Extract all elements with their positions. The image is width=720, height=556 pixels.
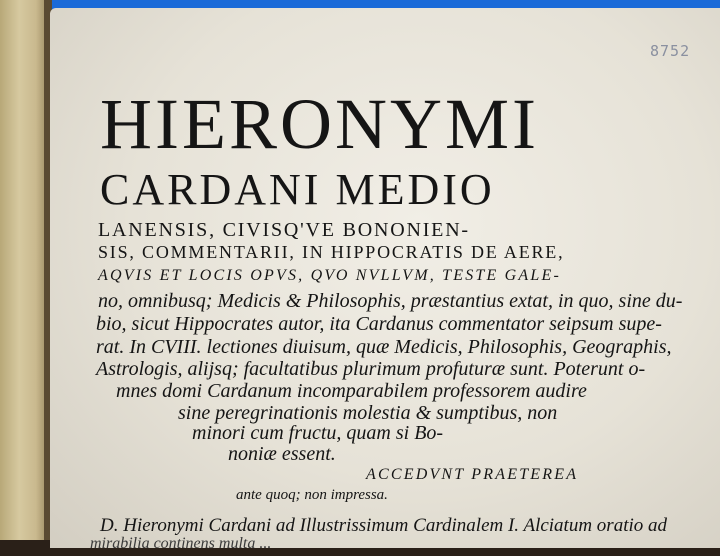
body-line-5: mnes domi Cardanum incomparabilem professorem audire [116,380,587,402]
body-line-8: noniæ essent. [228,443,336,465]
body-line-1: no, omnibusq; Medicis & Philosophis, præstantius extat, in quo, sine du- [98,290,683,312]
body-line-4: Astrologis, alijsq; facultatibus plurimum profuturæ sunt. Poterunt o- [96,358,646,380]
d-line: D. Hieronymi Cardani ad Illustrissimum Cardinalem I. Alciatum oratio ad [100,515,668,536]
shelfmark-number: 8752 [650,42,691,60]
caps-line-3: AQVIS ET LOCIS OPVS, QVO NVLLVM, TESTE GALE- [98,267,561,284]
body-line-2: bio, sicut Hippocrates autor, ita Cardanus commentator seipsum supe- [96,313,662,335]
book-binding [0,0,48,540]
body-line-3: rat. In CVIII. lectiones diuisum, quæ Medicis, Philosophis, Geographis, [96,336,672,358]
caps-line-1: LANENSIS, CIVISQ'VE BONONIEN- [98,219,470,241]
accedunt-heading: ACCEDVNT PRAETEREA [366,466,579,483]
body-line-6: sine peregrinationis molestia & sumptibus, non [178,402,558,424]
title-page [50,8,720,552]
title-line-2: CARDANI MEDIO [100,165,495,214]
body-line-7: minori cum fructu, quam si Bo- [192,422,444,444]
last-line: mirabilia continens multa ... [90,535,272,552]
title-line-1: HIERONYMI [100,84,539,164]
caps-line-2: SIS, COMMENTARII, IN HIPPOCRATIS DE AERE, [98,242,565,262]
ante-line: ante quoq; non impressa. [236,487,388,503]
